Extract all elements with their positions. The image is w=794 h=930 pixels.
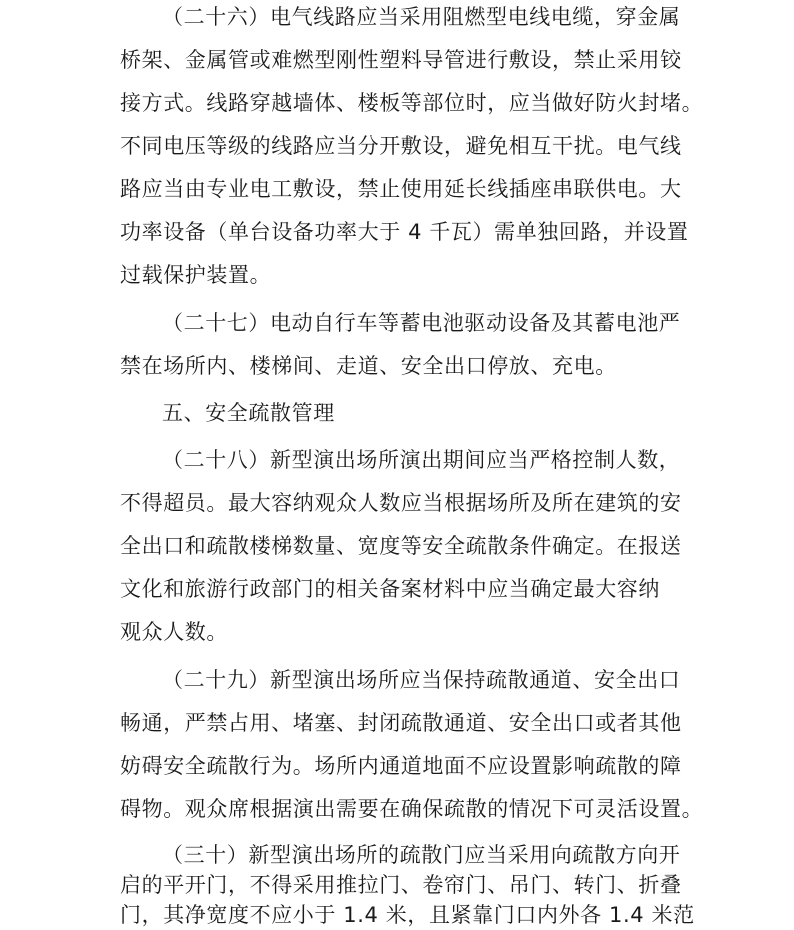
paragraph-line: 妨碍安全疏散行为。场所内通道地面不应设置影响疏散的障	[120, 754, 682, 778]
paragraph-line: （二十七）电动自行车等蓄电池驱动设备及其蓄电池严	[162, 311, 681, 335]
paragraph-line: 禁在场所内、楼梯间、走道、安全出口停放、充电。	[120, 354, 617, 378]
paragraph-line: 文化和旅游行政部门的相关备案材料中应当确定最大容纳	[120, 577, 660, 601]
paragraph-line: （二十九）新型演出场所应当保持疏散通道、安全出口	[162, 668, 681, 692]
paragraph-line: 启的平开门，不得采用推拉门、卷帘门、吊门、转门、折叠	[120, 873, 682, 897]
paragraph-line: 功率设备（单台设备功率大于 4 千瓦）需单独回路，并设置	[120, 220, 689, 244]
paragraph-line: 全出口和疏散楼梯数量、宽度等安全疏散条件确定。在报送	[120, 534, 682, 558]
paragraph-line: （三十）新型演出场所的疏散门应当采用向疏散方向开	[162, 843, 681, 867]
section-heading: 五、安全疏散管理	[162, 401, 335, 425]
paragraph-line: 接方式。线路穿越墙体、楼板等部位时，应当做好防火封堵。	[120, 91, 704, 115]
paragraph-line: 过载保护装置。	[120, 263, 272, 287]
paragraph-line: 路应当由专业电工敷设，禁止使用延长线插座串联供电。大	[120, 177, 682, 201]
paragraph-line: 畅通，严禁占用、堵塞、封闭疏散通道、安全出口或者其他	[120, 711, 682, 735]
paragraph-line: 不同电压等级的线路应当分开敷设，避免相互干扰。电气线	[120, 134, 682, 158]
paragraph-line: 碍物。观众席根据演出需要在确保疏散的情况下可灵活设置。	[120, 797, 704, 821]
paragraph-line: （二十八）新型演出场所演出期间应当严格控制人数，	[162, 448, 681, 472]
paragraph-line: 不得超员。最大容纳观众人数应当根据场所及所在建筑的安	[120, 491, 682, 515]
paragraph-line: 门，其净宽度不应小于 1.4 米，且紧靠门口内外各 1.4 米范	[120, 903, 695, 927]
paragraph-line: 桥架、金属管或难燃型刚性塑料导管进行敷设，禁止采用铰	[120, 48, 682, 72]
paragraph-line: （二十六）电气线路应当采用阻燃型电线电缆，穿金属	[162, 5, 681, 29]
paragraph-line: 观众人数。	[120, 620, 228, 644]
